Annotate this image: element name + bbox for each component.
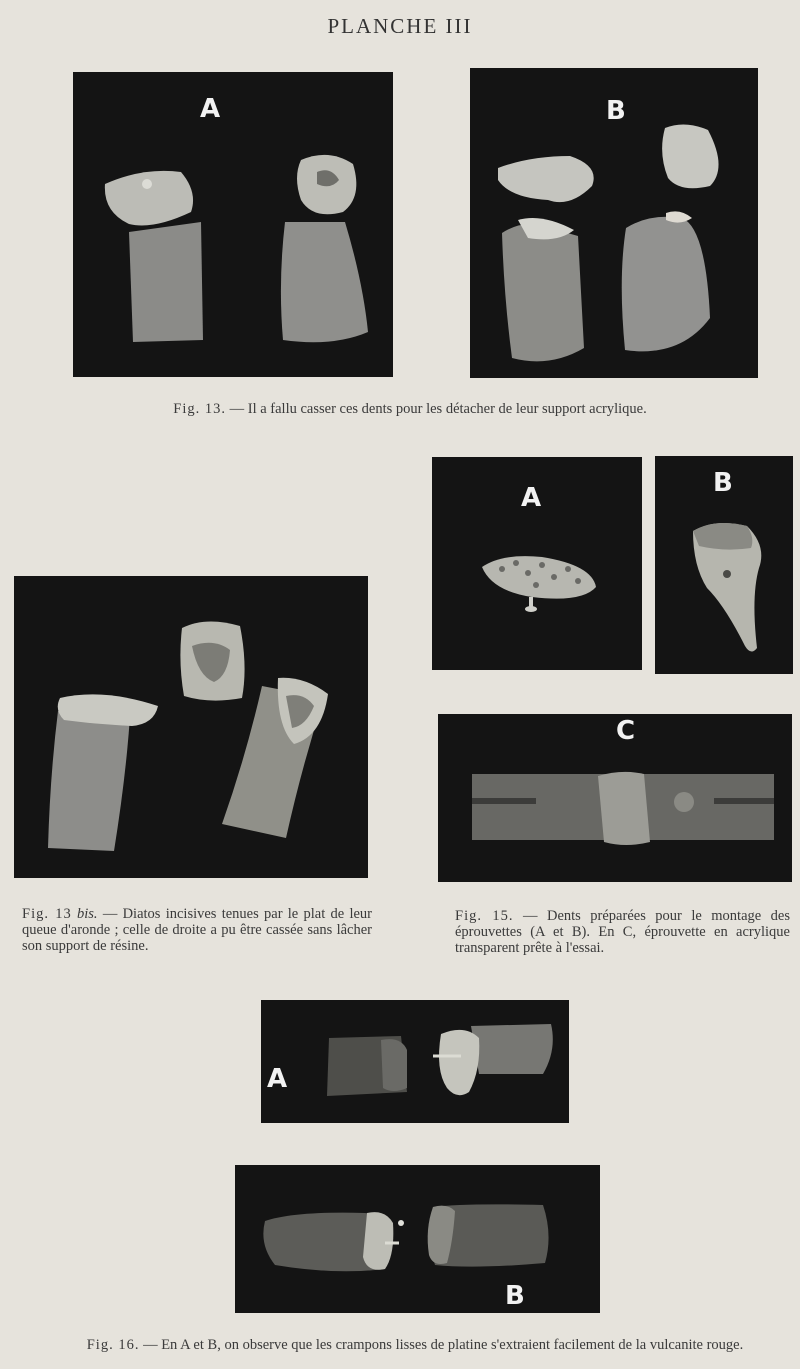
- figure-15b-letter: B: [713, 468, 733, 498]
- figure-13-text: — Il a fallu casser ces dents pour les détacher de leur support acrylique.: [229, 401, 647, 417]
- figure-15a-photo: [432, 457, 642, 670]
- incisors-illustration: [14, 576, 368, 878]
- figure-16b-letter: B: [505, 1281, 525, 1311]
- figure-15-caption: [455, 908, 790, 956]
- vulcanite-specimen-b-illustration: [235, 1165, 600, 1313]
- figure-13a-photo: [73, 72, 393, 377]
- figure-16a-letter: A: [267, 1064, 288, 1094]
- figure-13bis-bis: bis.: [77, 906, 98, 922]
- figure-13b-letter: B: [606, 96, 626, 126]
- figure-15c-photo: [438, 714, 792, 882]
- figure-13bis-photo: [14, 576, 368, 878]
- figure-13bis-label: Fig. 13: [22, 906, 72, 922]
- vulcanite-specimen-a-illustration: [261, 1000, 569, 1123]
- figure-16-text: — En A et B, on observe que les crampons lisses de platine s'extraient facilement de la vulcanite rouge.: [143, 1337, 744, 1353]
- figure-16a-photo: [261, 1000, 569, 1123]
- teeth-on-supports-illustration: [73, 72, 393, 377]
- figure-16-label: Fig. 16.: [86, 1337, 140, 1353]
- figure-13bis-caption: [22, 906, 372, 954]
- figure-13b-photo: [470, 68, 758, 378]
- figure-15b-photo: [655, 456, 793, 674]
- figure-16-caption: [45, 1337, 785, 1353]
- page-title: PLANCHE III: [327, 14, 473, 38]
- figure-13bis-text: — Diatos incisives tenues par le plat de leur queue d'aronde ; celle de droite a pu être cassée sans lâcher son support de résine.: [22, 906, 373, 954]
- figure-15-text: — Dents préparées pour le montage des éprouvettes (A et B). En C, éprouvette en acrylique transparent prête à l'essai.: [455, 908, 790, 956]
- figure-13a-letter: A: [200, 94, 221, 124]
- figure-15c-letter: C: [616, 716, 636, 746]
- figure-16b-photo: [235, 1165, 600, 1313]
- figure-15-label: Fig. 15.: [455, 908, 514, 924]
- figure-15a-letter: A: [521, 483, 542, 513]
- figure-13-caption: [60, 401, 760, 417]
- acrylic-specimen-illustration: [438, 714, 792, 882]
- figure-13-label: Fig. 13.: [173, 401, 226, 417]
